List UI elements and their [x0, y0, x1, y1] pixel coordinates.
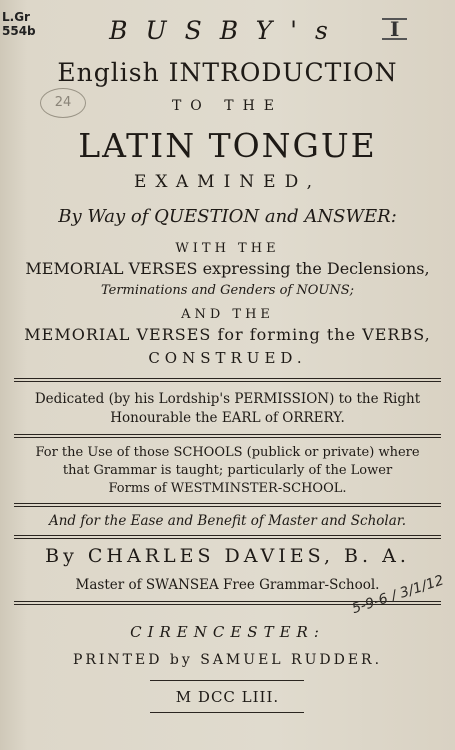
author-line: By CHARLES DAVIES, B. A.	[45, 545, 410, 567]
divider-rule	[14, 378, 441, 382]
dedication-line-2: Honourable the EARL of ORRERY.	[110, 410, 345, 426]
library-stamp: 24	[40, 88, 86, 118]
printer-line: PRINTED by SAMUEL RUDDER.	[72, 652, 383, 668]
terminations-line: Terminations and Genders of NOUNS;	[100, 283, 355, 298]
master-of-swansea-line: Master of SWANSEA Free Grammar-School.	[75, 577, 380, 593]
english-introduction-heading: English INTRODUCTION	[57, 58, 398, 87]
latin-tongue-heading: LATIN TONGUE	[78, 126, 377, 165]
ease-and-benefit-line: And for the Ease and Benefit of Master and Scholar.	[48, 513, 407, 529]
publication-year: M DCC LIII.	[175, 688, 280, 706]
date-rule-bottom	[150, 712, 304, 713]
date-rule-top	[150, 680, 304, 681]
and-the-line: AND THE	[181, 307, 274, 322]
divider-rule	[14, 535, 441, 539]
schools-line-3: Forms of WESTMINSTER-SCHOOL.	[108, 481, 347, 496]
handwritten-annotation: 5-9-6 / 3/1/12	[350, 572, 446, 618]
memorial-verses-line-1: MEMORIAL VERSES expressing the Declensions,	[25, 259, 430, 278]
divider-rule	[14, 503, 441, 507]
dedication-line-1: Dedicated (by his Lordship's PERMISSION) to the Right	[34, 391, 421, 407]
busby-heading: BUSBY's	[109, 16, 346, 45]
shelfmark-line1: L.Gr	[2, 10, 30, 24]
examined-line: EXAMINED,	[133, 172, 322, 192]
schools-line-2: that Grammar is taught; particularly of the Lower	[62, 463, 393, 478]
to-the-line: TO THE	[171, 98, 284, 114]
shelfmark-line2: 554b	[2, 24, 36, 38]
place-of-printing: CIRENCESTER:	[130, 623, 325, 641]
schools-line-1: For the Use of those SCHOOLS (publick or private) where	[35, 445, 420, 460]
construed-line: CONSTRUED.	[148, 349, 307, 367]
divider-rule	[14, 434, 441, 438]
memorial-verses-line-2: MEMORIAL VERSES for forming the VERBS,	[24, 325, 431, 344]
way-of-question-line: By Way of QUESTION and ANSWER:	[58, 206, 397, 227]
with-the-line: WITH THE	[175, 241, 280, 256]
right-shelf-mark: I	[382, 18, 407, 40]
